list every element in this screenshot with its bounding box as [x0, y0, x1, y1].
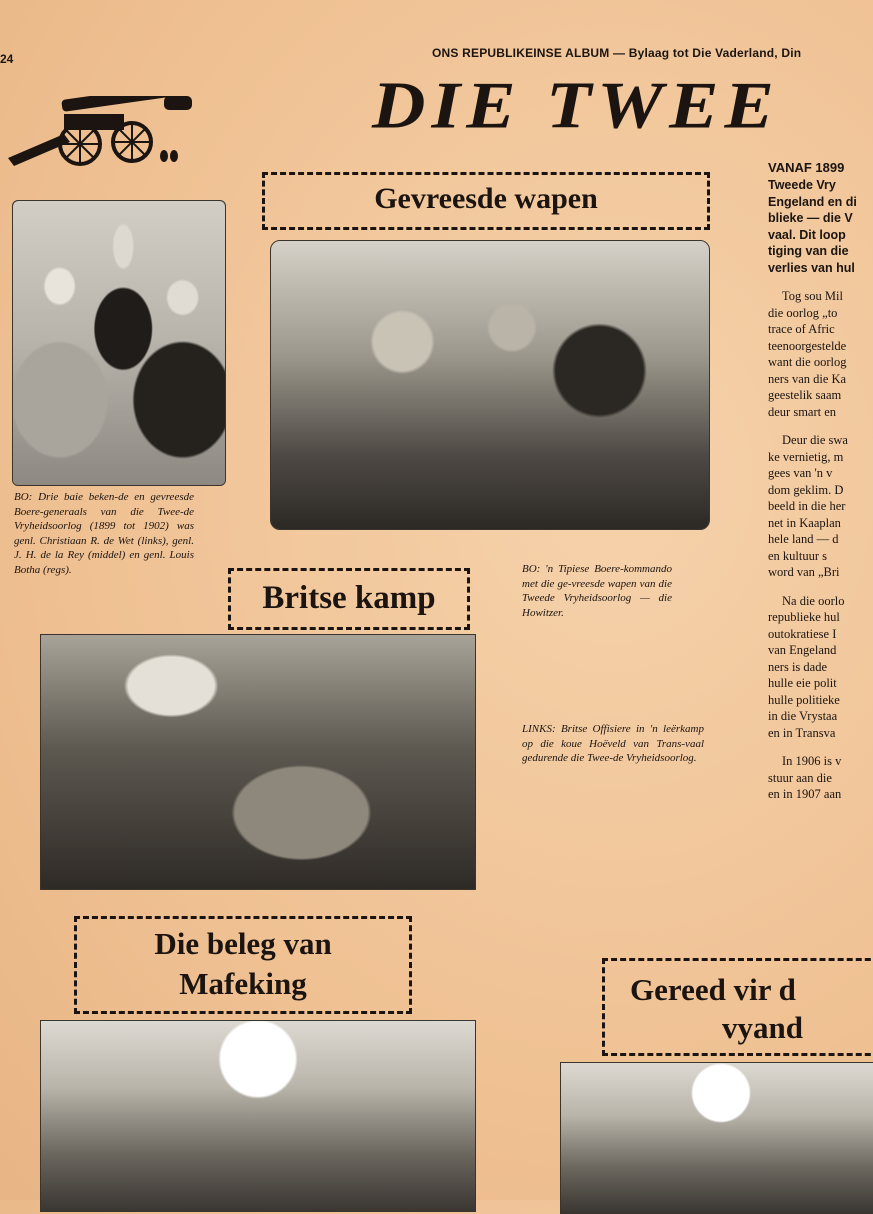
- kommando-caption: BO: 'n Tipiese Boere-kommando met die ge-vreesde wapen van die Tweede Vryheidsoorlog — die Howitzer.: [522, 563, 672, 619]
- britse-heading: Britse kamp: [262, 580, 436, 616]
- article-line: Deur die swa: [782, 433, 848, 447]
- article-line: Tog sou Mil: [782, 289, 843, 303]
- article-line: stuur aan die: [768, 770, 832, 785]
- generals-caption: BO: Drie baie beken-de en gevreesde Boere-generaals van die Twee-de Vryheidsoorlog (1899 tot 1902) was genl. Christiaan R. de Wet (links), genl. J. H. de la Rey (middel) en genl. Louis Botha (regs).: [14, 491, 194, 576]
- gereed-heading-line1: Gereed vir d: [630, 972, 796, 1007]
- article-line: van Engeland: [768, 643, 837, 657]
- article-line: Tweede Vry: [768, 178, 836, 192]
- article-column: [768, 160, 873, 920]
- article-line: geestelik saam: [768, 388, 842, 402]
- article-line: hulle eie polit: [768, 676, 837, 690]
- article-line: blieke — die V: [768, 211, 853, 225]
- article-line: teenoorgestelde: [768, 338, 847, 353]
- article-line: die oorlog „to: [768, 305, 838, 320]
- cannon-icon: [4, 96, 194, 176]
- article-line: trace of Afric: [768, 322, 835, 336]
- generals-photo: [12, 200, 226, 486]
- page-title: DIE TWEE: [372, 68, 780, 143]
- article-line: tiging van die: [768, 244, 849, 258]
- article-paragraph-5: [768, 753, 873, 803]
- article-line: en in Transva: [768, 725, 836, 740]
- article-line: want die oorlog: [768, 355, 847, 369]
- page-number: 24: [0, 52, 14, 66]
- article-line: outokratiese I: [768, 626, 837, 641]
- gereed-heading-line2: vyand: [722, 1010, 803, 1045]
- article-line: en in 1907 aan: [768, 787, 842, 801]
- article-line: en kultuur s: [768, 548, 828, 563]
- offisiere-caption: LINKS: Britse Offisiere in 'n leërkamp op die koue Hoëveld van Trans-vaal gedurende die Twee-de Vryheidsoorlog.: [522, 723, 704, 764]
- mafeking-heading-line1: Die beleg van: [154, 926, 332, 961]
- article-line: verlies van hul: [768, 260, 855, 275]
- running-head: ONS REPUBLIKEINSE ALBUM — Bylaag tot Die Vaderland, Din: [432, 46, 802, 60]
- article-paragraph-1: [768, 177, 873, 276]
- article-line: hele land — d: [768, 532, 839, 546]
- article-paragraph-4: [768, 593, 873, 742]
- article-line: Engeland en di: [768, 194, 857, 209]
- article-line: gees van 'n v: [768, 466, 833, 480]
- gereed-photo: [560, 1062, 873, 1214]
- wapen-heading: Gevreesde wapen: [374, 182, 598, 215]
- article-line: net in Kaaplan: [768, 515, 841, 530]
- article-line: word van „Bri: [768, 565, 840, 579]
- article-paragraph-2: [768, 288, 873, 420]
- article-line: ke vernietig, m: [768, 449, 844, 464]
- article-line: vaal. Dit loop: [768, 227, 846, 242]
- article-line: beeld in die her: [768, 499, 846, 513]
- article-line: hulle politieke: [768, 692, 840, 707]
- article-line: ners van die Ka: [768, 371, 847, 386]
- article-paragraph-3: [768, 432, 873, 581]
- britse-kamp-photo: [40, 634, 476, 890]
- article-line: In 1906 is v: [782, 754, 842, 768]
- article-line: Na die oorlo: [782, 593, 845, 608]
- article-line: in die Vrystaa: [768, 709, 838, 723]
- article-line: deur smart en: [768, 404, 837, 419]
- mafeking-heading-line2: Mafeking: [179, 966, 307, 1001]
- article-line: ners is dade: [768, 659, 828, 674]
- mafeking-photo: [40, 1020, 476, 1212]
- kommando-photo: [270, 240, 710, 530]
- article-line: republieke hul: [768, 610, 840, 624]
- article-line: dom geklim. D: [768, 482, 844, 497]
- article-lead: VANAF 1899: [768, 160, 845, 175]
